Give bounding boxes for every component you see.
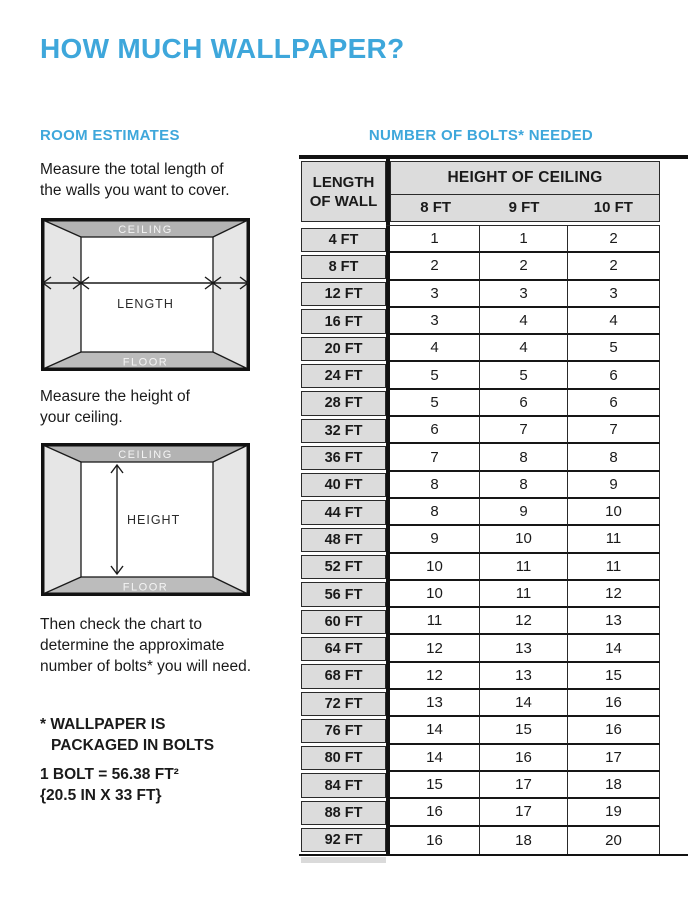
bolts-10ft-cell: 16 — [568, 717, 660, 744]
bolts-8ft-cell: 1 — [390, 226, 480, 253]
bolts-10ft-cell: 11 — [568, 526, 660, 553]
wall-length-cell: 72 FT — [301, 692, 386, 716]
table-row — [301, 499, 660, 526]
instruction-line: determine the approximate — [40, 637, 225, 654]
instruction-line: your ceiling. — [40, 409, 123, 426]
bolts-9ft-cell: 15 — [480, 717, 568, 744]
wall-length-cell: 60 FT — [301, 610, 386, 634]
table-row — [301, 663, 660, 690]
bolts-9ft-cell: 2 — [480, 253, 568, 280]
table-row — [301, 717, 660, 744]
table-row — [301, 253, 660, 280]
bolts-8ft-cell: 14 — [390, 745, 480, 772]
table-row — [301, 635, 660, 662]
bolts-9ft-cell: 12 — [480, 608, 568, 635]
ceiling-label: CEILING — [118, 449, 173, 461]
bolts-10ft-cell: 2 — [568, 253, 660, 280]
floor-label: FLOOR — [122, 356, 169, 369]
bolts-10ft-cell: 16 — [568, 690, 660, 717]
col-header-10ft: 10 FT — [593, 198, 633, 216]
bolts-8ft-cell: 11 — [390, 608, 480, 635]
wall-length-cell: 76 FT — [301, 719, 386, 743]
measure-height-instruction — [40, 386, 190, 428]
instruction-line: Measure the height of — [40, 388, 190, 405]
bolts-8ft-cell: 14 — [390, 717, 480, 744]
table-body — [301, 226, 660, 854]
bolts-10ft-cell: 12 — [568, 581, 660, 608]
bolts-9ft-cell: 11 — [480, 581, 568, 608]
bolts-10ft-cell: 20 — [568, 827, 660, 854]
table-row — [301, 417, 660, 444]
table-row — [301, 799, 660, 826]
bolts-8ft-cell: 6 — [390, 417, 480, 444]
back-wall-face — [81, 237, 213, 352]
table-bottom-rule — [299, 854, 688, 856]
table-row — [301, 745, 660, 772]
wall-length-cell: 52 FT — [301, 555, 386, 579]
table-row — [301, 308, 660, 335]
wall-length-cell: 28 FT — [301, 391, 386, 415]
bolts-9ft-cell: 4 — [480, 335, 568, 362]
bolts-9ft-cell: 16 — [480, 745, 568, 772]
bolts-10ft-cell: 13 — [568, 608, 660, 635]
bolts-10ft-cell: 5 — [568, 335, 660, 362]
bolts-8ft-cell: 5 — [390, 390, 480, 417]
bolts-9ft-cell: 9 — [480, 499, 568, 526]
bolts-10ft-cell: 7 — [568, 417, 660, 444]
page-title: HOW MUCH WALLPAPER? — [40, 33, 405, 64]
wall-length-cell: 88 FT — [301, 801, 386, 825]
wall-length-cell: 4 FT — [301, 228, 386, 252]
footnote-line: * WALLPAPER IS — [40, 716, 166, 733]
table-row — [301, 444, 660, 471]
measure-length-instruction — [40, 159, 230, 201]
wall-length-cell: 80 FT — [301, 746, 386, 770]
bolt-spec-line: {20.5 IN X 33 FT} — [40, 787, 162, 804]
room-estimates-heading: ROOM ESTIMATES — [40, 127, 180, 144]
table-row — [301, 554, 660, 581]
wall-length-cell: 40 FT — [301, 473, 386, 497]
right-wall-face — [213, 220, 248, 369]
bolts-8ft-cell: 2 — [390, 253, 480, 280]
bolts-8ft-cell: 10 — [390, 554, 480, 581]
table-row — [301, 690, 660, 717]
bolts-9ft-cell: 4 — [480, 308, 568, 335]
bolts-10ft-cell: 15 — [568, 663, 660, 690]
bolts-8ft-cell: 7 — [390, 444, 480, 471]
bolts-9ft-cell: 7 — [480, 417, 568, 444]
instruction-line: the walls you want to cover. — [40, 182, 230, 199]
table-row — [301, 772, 660, 799]
bolts-table — [299, 155, 688, 867]
ceiling-height-header — [390, 161, 660, 222]
instruction-line: Then check the chart to — [40, 616, 202, 633]
bolts-9ft-cell: 13 — [480, 635, 568, 662]
footnote-line: PACKAGED IN BOLTS — [51, 737, 215, 754]
instruction-line: number of bolts* you will need. — [40, 658, 252, 675]
corner-header-line: OF WALL — [309, 192, 378, 210]
bolts-table-heading: NUMBER OF BOLTS* NEEDED — [368, 127, 594, 144]
row-header-shadow — [301, 857, 386, 863]
wall-length-cell: 24 FT — [301, 364, 386, 388]
bolts-8ft-cell: 13 — [390, 690, 480, 717]
bolts-8ft-cell: 3 — [390, 308, 480, 335]
floor-label: FLOOR — [122, 581, 169, 594]
col-header-9ft: 9 FT — [508, 198, 540, 216]
length-diagram — [41, 218, 250, 371]
wall-length-cell: 84 FT — [301, 773, 386, 797]
wall-length-cell: 20 FT — [301, 337, 386, 361]
length-label: LENGTH — [117, 297, 174, 311]
bolts-10ft-cell: 18 — [568, 772, 660, 799]
wall-length-cell: 64 FT — [301, 637, 386, 661]
bolts-9ft-cell: 17 — [480, 772, 568, 799]
bolts-8ft-cell: 16 — [390, 799, 480, 826]
bolts-9ft-cell: 1 — [480, 226, 568, 253]
bolts-10ft-cell: 11 — [568, 554, 660, 581]
table-row — [301, 335, 660, 362]
table-top-rule — [299, 155, 688, 159]
bolts-9ft-cell: 14 — [480, 690, 568, 717]
table-row — [301, 827, 660, 854]
bolt-spec-line: 1 BOLT = 56.38 FT² — [40, 766, 179, 783]
right-wall-face — [213, 445, 248, 594]
bolts-10ft-cell: 8 — [568, 444, 660, 471]
bolts-10ft-cell: 10 — [568, 499, 660, 526]
height-label: HEIGHT — [127, 513, 181, 527]
bolts-9ft-cell: 8 — [480, 444, 568, 471]
bolts-9ft-cell: 10 — [480, 526, 568, 553]
wall-length-cell: 32 FT — [301, 419, 386, 443]
wallpaper-footnote — [40, 714, 214, 756]
bolts-9ft-cell: 17 — [480, 799, 568, 826]
bolts-10ft-cell: 4 — [568, 308, 660, 335]
bolts-8ft-cell: 5 — [390, 362, 480, 389]
wall-length-cell: 16 FT — [301, 309, 386, 333]
wall-length-cell: 12 FT — [301, 282, 386, 306]
left-wall-face — [43, 445, 81, 594]
bolts-8ft-cell: 8 — [390, 499, 480, 526]
wall-length-cell: 56 FT — [301, 582, 386, 606]
bolts-9ft-cell: 3 — [480, 281, 568, 308]
corner-header — [301, 161, 386, 222]
bolts-10ft-cell: 17 — [568, 745, 660, 772]
bolts-10ft-cell: 14 — [568, 635, 660, 662]
bolts-9ft-cell: 13 — [480, 663, 568, 690]
bolts-8ft-cell: 16 — [390, 827, 480, 854]
height-diagram — [41, 443, 250, 596]
bolts-8ft-cell: 4 — [390, 335, 480, 362]
wall-length-cell: 8 FT — [301, 255, 386, 279]
bolts-9ft-cell: 6 — [480, 390, 568, 417]
bolts-9ft-cell: 11 — [480, 554, 568, 581]
table-row — [301, 362, 660, 389]
wall-length-cell: 48 FT — [301, 528, 386, 552]
left-wall-face — [43, 220, 81, 369]
bolts-9ft-cell: 8 — [480, 472, 568, 499]
bolts-8ft-cell: 3 — [390, 281, 480, 308]
col-header-8ft: 8 FT — [420, 198, 452, 216]
bolts-10ft-cell: 6 — [568, 390, 660, 417]
table-row — [301, 281, 660, 308]
table-row — [301, 390, 660, 417]
wall-length-cell: 92 FT — [301, 828, 386, 852]
table-row — [301, 226, 660, 253]
wall-length-cell: 36 FT — [301, 446, 386, 470]
bolts-10ft-cell: 6 — [568, 362, 660, 389]
bolt-spec — [40, 764, 179, 806]
wall-length-cell: 44 FT — [301, 500, 386, 524]
wall-length-cell: 68 FT — [301, 664, 386, 688]
table-row — [301, 526, 660, 553]
bolts-8ft-cell: 10 — [390, 581, 480, 608]
bolts-8ft-cell: 15 — [390, 772, 480, 799]
bolts-8ft-cell: 9 — [390, 526, 480, 553]
table-row — [301, 608, 660, 635]
bolts-10ft-cell: 19 — [568, 799, 660, 826]
group-header: HEIGHT OF CEILING — [391, 162, 659, 195]
table-row — [301, 581, 660, 608]
instruction-line: Measure the total length of — [40, 161, 224, 178]
bolts-9ft-cell: 18 — [480, 827, 568, 854]
bolts-10ft-cell: 9 — [568, 472, 660, 499]
bolts-10ft-cell: 3 — [568, 281, 660, 308]
bolts-8ft-cell: 12 — [390, 663, 480, 690]
table-row — [301, 472, 660, 499]
ceiling-label: CEILING — [118, 224, 173, 236]
bolts-10ft-cell: 2 — [568, 226, 660, 253]
bolts-8ft-cell: 12 — [390, 635, 480, 662]
bolts-9ft-cell: 5 — [480, 362, 568, 389]
bolts-8ft-cell: 8 — [390, 472, 480, 499]
column-headers-row — [391, 195, 659, 219]
check-chart-instruction — [40, 614, 251, 677]
corner-header-line: LENGTH — [312, 173, 375, 191]
